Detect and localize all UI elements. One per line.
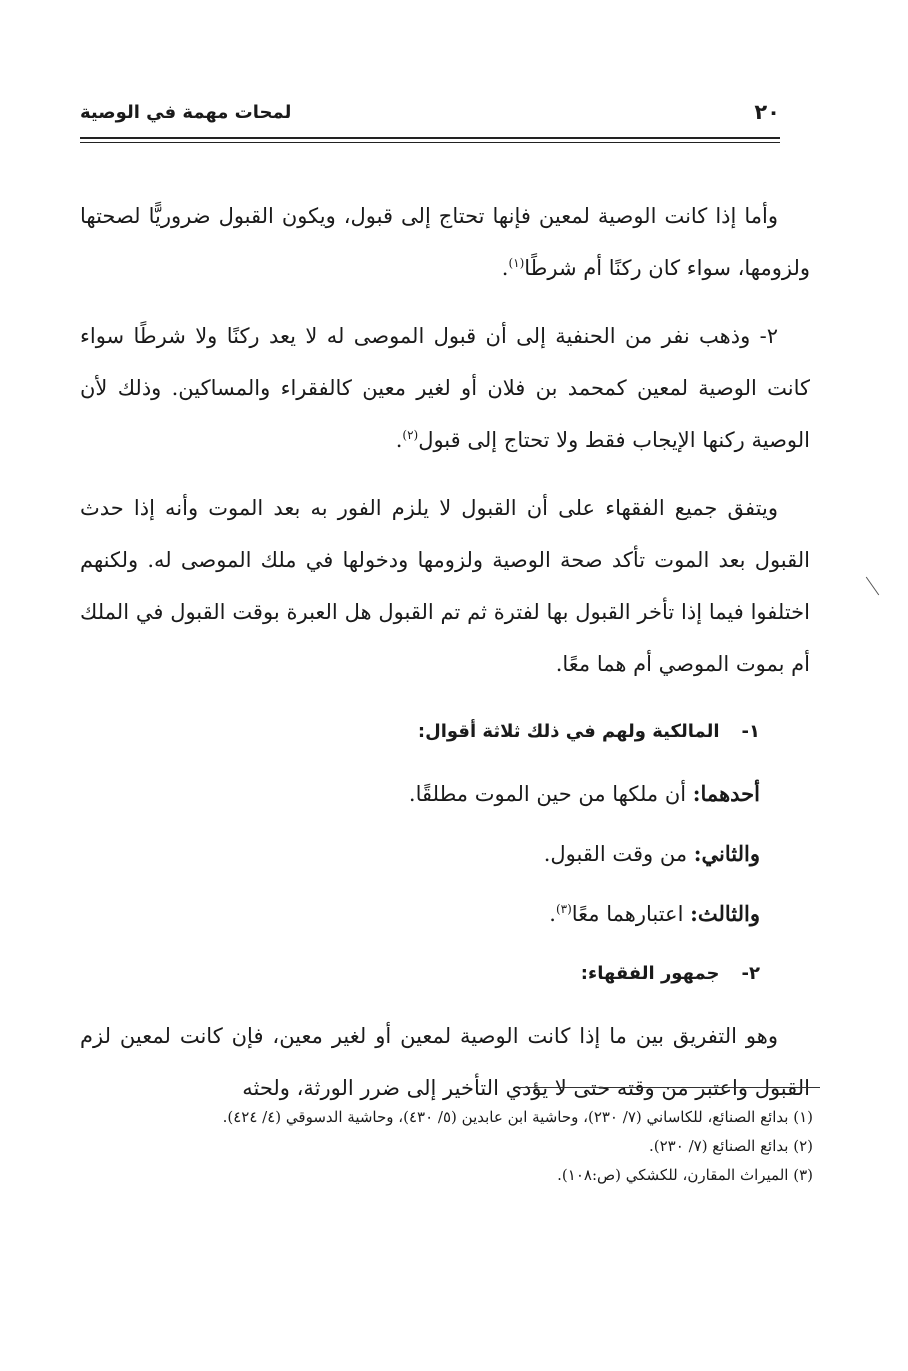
footnotes	[80, 1103, 813, 1190]
heading-number-1: ١-	[741, 721, 760, 742]
footnote-ref-1: (١)	[508, 256, 525, 270]
footnote-ref-3: (٣)	[555, 902, 572, 916]
heading-number-2: ٢-	[741, 963, 760, 984]
opinion-3-text: اعتبارهما معًا	[571, 902, 684, 926]
opinion-1	[80, 768, 810, 820]
heading-jumhur	[80, 948, 810, 1000]
page-header	[80, 98, 780, 134]
heading-text-1: المالكية ولهم في ذلك ثلاثة أقوال:	[417, 721, 720, 742]
paragraph-2: ٢- وذهب نفر من الحنفية إلى أن قبول الموصى له لا يعد ركنًا ولا شرطًا سواء كانت الوصية لمعين كمحمد بن فلان أو لغير معين كالفقراء والمساكين. وذلك لأن الوصية ركنها الإيجاب فقط ولا تحتاج إلى قبول$^{(٢)}$.	[80, 324, 810, 452]
opinion-1-label: أحدهما:	[692, 781, 760, 806]
footnote-3: (٣) الميراث المقارن، للكشكي (ص:١٠٨).	[557, 1166, 813, 1184]
margin-mark	[866, 577, 879, 596]
opinion-1-text: أن ملكها من حين الموت مطلقًا.	[408, 782, 687, 806]
footnote-1: (١) بدائع الصنائع، للكاساني (٧/ ٢٣٠)، وحاشية ابن عابدين (٥/ ٤٣٠)، وحاشية الدسوقي (٤/ ٤٢٤).	[222, 1108, 813, 1126]
paragraph-2-text: ٢- وذهب نفر من الحنفية إلى أن قبول الموصى له لا يعد ركنًا ولا شرطًا سواء كانت الوصية لمعين كمحمد بن فلان أو لغير معين كالفقراء والمساكين. وذلك لأن الوصية ركنها الإيجاب فقط ولا تحتاج إلى قبول	[80, 324, 810, 452]
opinion-2	[80, 828, 810, 880]
header-rule	[80, 137, 780, 139]
footnote-2: (٢) بدائع الصنائع (٧/ ٢٣٠).	[649, 1137, 813, 1155]
running-title: لمحات مهمة في الوصية	[80, 102, 292, 123]
body-text	[80, 190, 810, 1130]
heading-malikiyya	[80, 706, 810, 758]
heading-text-2: جمهور الفقهاء:	[580, 963, 720, 984]
header-rule-thin	[80, 142, 780, 143]
paragraph-3: ويتفق جميع الفقهاء على أن القبول لا يلزم الفور به بعد الموت وأنه إذا حدث القبول بعد الموت تأكد صحة الوصية ولزومها ودخولها في ملك الموصى له. ولكنهم اختلفوا فيما إذا تأخر القبول بها لفترة ثم تم القبول هل العبرة بوقت القبول في الملك أم بموت الموصي أم هما معًا.	[80, 496, 810, 676]
opinion-2-text: من وقت القبول.	[543, 842, 688, 866]
paragraph-4: وهو التفريق بين ما إذا كانت الوصية لمعين أو لغير معين، فإن كانت لمعين لزم القبول واعتبر من وقته حتى لا يؤدي التأخير إلى ضرر الورثة، ولحثه	[80, 1024, 810, 1100]
footnote-ref-2: (٢)	[402, 428, 419, 442]
opinion-3: والثالث: اعتبارهما معًا$^{(٣)}$.	[549, 901, 760, 926]
paragraph-1: وأما إذا كانت الوصية لمعين فإنها تحتاج إلى قبول، ويكون القبول ضروريًّا لصحتها ولزومها، سواء كان ركنًا أم شرطًا$^{(١)}$.	[80, 204, 810, 280]
page-number: ٢٠	[754, 100, 780, 124]
opinion-3-label: والثالث:	[690, 901, 760, 926]
paragraph-1-text: وأما إذا كانت الوصية لمعين فإنها تحتاج إلى قبول، ويكون القبول ضروريًّا لصحتها ولزومها، سواء كان ركنًا أم شرطًا	[80, 204, 810, 280]
footnote-rule	[520, 1087, 820, 1088]
opinion-2-label: والثاني:	[693, 841, 760, 866]
